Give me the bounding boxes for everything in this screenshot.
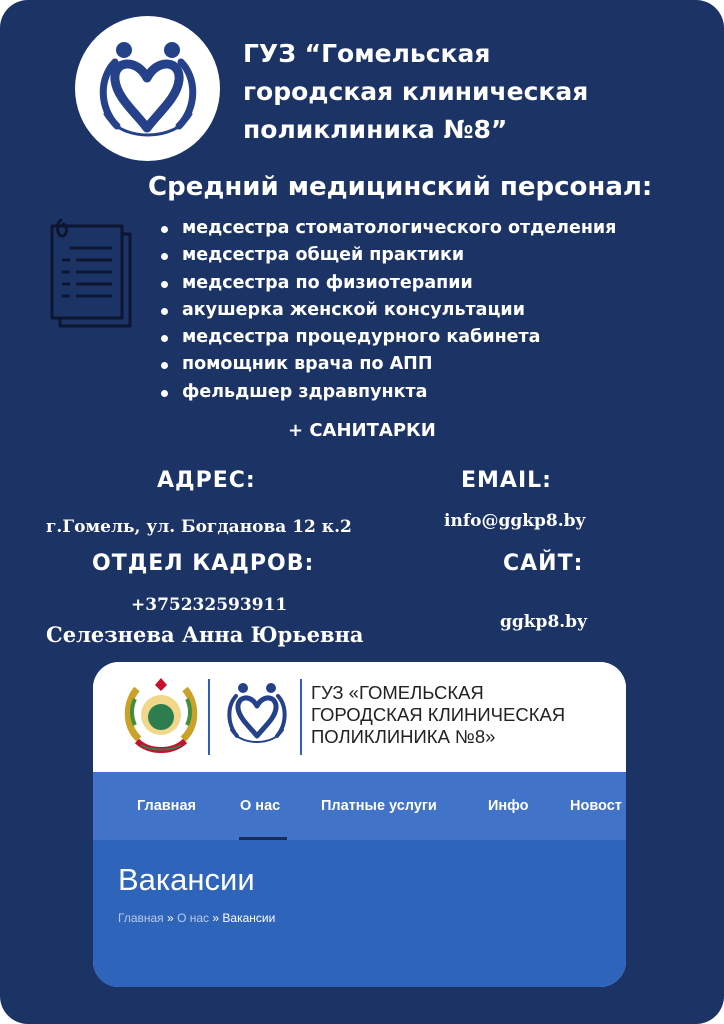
breadcrumb-parent[interactable]: О нас bbox=[177, 911, 210, 925]
site-org-name bbox=[311, 682, 565, 748]
org-title-line: поликлиника №8” bbox=[243, 115, 508, 144]
list-item: медсестра процедурного кабинета bbox=[158, 324, 616, 351]
nav-news[interactable]: Новост bbox=[570, 798, 622, 814]
org-title-line: городская клиническая bbox=[243, 77, 589, 106]
hr-label: ОТДЕЛ КАДРОВ: bbox=[92, 551, 315, 576]
site-nav bbox=[93, 772, 626, 840]
breadcrumb bbox=[118, 911, 275, 925]
breadcrumb-home[interactable]: Главная bbox=[118, 911, 164, 925]
nav-about[interactable]: О нас bbox=[240, 798, 281, 814]
site-hero bbox=[93, 840, 626, 987]
hr-phone[interactable]: +375232593911 bbox=[131, 595, 288, 615]
list-item: медсестра общей практики bbox=[158, 242, 616, 269]
site-org-name-line: ГУЗ «ГОМЕЛЬСКАЯ bbox=[311, 682, 484, 703]
site-value[interactable]: ggkp8.by bbox=[500, 612, 587, 632]
list-item: акушерка женской консультации bbox=[158, 297, 616, 324]
list-item: фельдшер здравпункта bbox=[158, 379, 616, 406]
clinic-logo-small-icon bbox=[219, 676, 295, 756]
page-title: Вакансии bbox=[118, 862, 255, 897]
breadcrumb-separator: » bbox=[212, 911, 220, 925]
coat-of-arms-icon bbox=[121, 677, 201, 757]
heart-people-logo-icon bbox=[75, 16, 220, 161]
breadcrumb-separator: » bbox=[167, 911, 174, 925]
breadcrumb-current: Вакансии bbox=[222, 911, 276, 925]
header-divider bbox=[208, 679, 210, 755]
site-org-name-line: ГОРОДСКАЯ КЛИНИЧЕСКАЯ bbox=[311, 704, 566, 725]
extra-position: + САНИТАРКИ bbox=[288, 420, 436, 441]
positions-list bbox=[158, 215, 616, 406]
email-value[interactable]: info@ggkp8.by bbox=[444, 511, 586, 531]
nav-paid-services[interactable]: Платные услуги bbox=[321, 798, 437, 814]
org-title-line: ГУЗ “Гомельская bbox=[243, 39, 491, 68]
address-value: г.Гомель, ул. Богданова 12 к.2 bbox=[46, 517, 352, 537]
list-item: медсестра стоматологического отделения bbox=[158, 215, 616, 242]
org-title bbox=[243, 35, 683, 149]
address-label: АДРЕС: bbox=[157, 468, 256, 493]
nav-home[interactable]: Главная bbox=[137, 798, 196, 814]
site-header bbox=[93, 662, 626, 772]
website-screenshot bbox=[93, 662, 626, 987]
site-org-name-line: ПОЛИКЛИНИКА №8» bbox=[311, 726, 496, 747]
email-label: EMAIL: bbox=[461, 468, 552, 493]
list-item: помощник врача по АПП bbox=[158, 351, 616, 378]
header-divider bbox=[300, 679, 302, 755]
staff-section-title: Средний медицинский персонал: bbox=[148, 172, 653, 202]
hr-person: Селезнева Анна Юрьевна bbox=[46, 622, 364, 647]
site-label: САЙТ: bbox=[503, 551, 584, 576]
nav-info[interactable]: Инфо bbox=[488, 798, 529, 814]
list-item: медсестра по физиотерапии bbox=[158, 270, 616, 297]
document-list-icon bbox=[48, 216, 138, 332]
clinic-logo bbox=[75, 16, 220, 161]
